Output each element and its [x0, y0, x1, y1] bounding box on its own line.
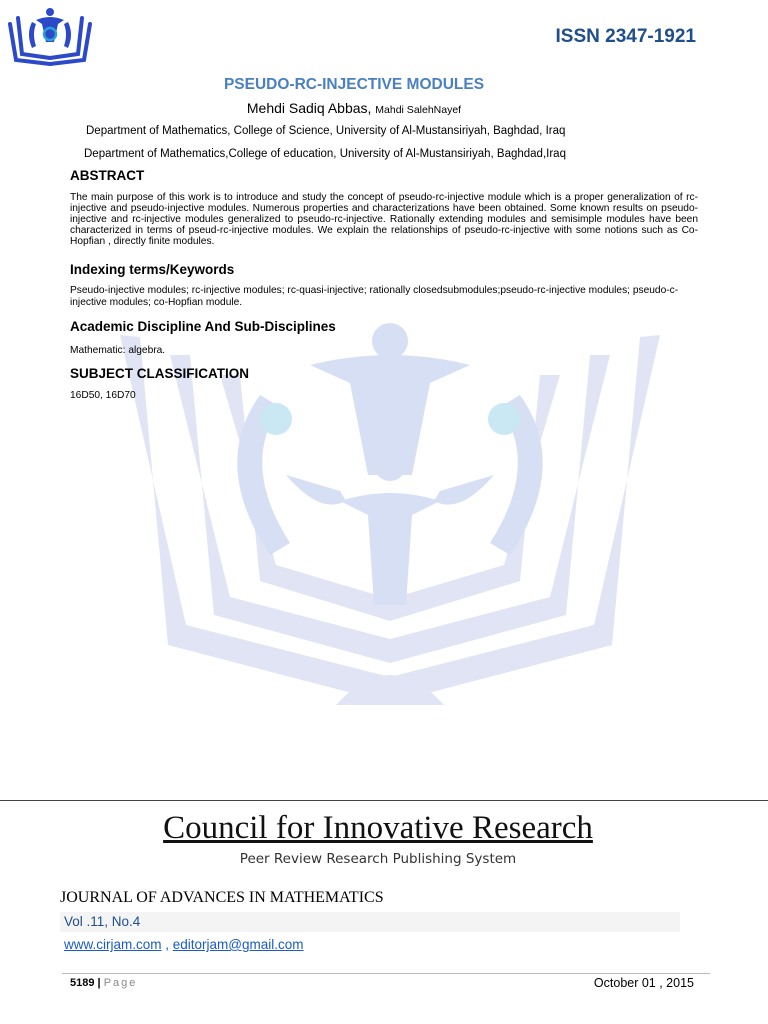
council-tagline: Peer Review Research Publishing System — [239, 851, 517, 867]
publication-date: October 01 , 2015 — [593, 976, 694, 990]
footer-divider — [0, 800, 768, 801]
paper-title: PSEUDO-RC-INJECTIVE MODULES — [223, 76, 485, 93]
page-separator: | — [94, 977, 104, 989]
affiliation-1: Department of Mathematics, College of Science, University of Al-Mustansiriyah, Baghdad, Iraq — [86, 125, 566, 137]
classification-heading: SUBJECT CLASSIFICATION — [70, 366, 250, 381]
author-secondary: Mahdi SalehNayef — [375, 104, 462, 116]
discipline-heading: Academic Discipline And Sub-Disciplines — [70, 319, 336, 334]
council-name: Council for Innovative Research — [163, 810, 593, 846]
journal-name: JOURNAL OF ADVANCES IN MATHEMATICS — [60, 889, 384, 906]
page-word: Page — [103, 977, 138, 989]
contact-links — [64, 937, 304, 952]
volume-bar — [60, 912, 680, 932]
author-line — [0, 100, 708, 116]
website-link[interactable]: www.cirjam.com — [64, 937, 162, 952]
page-number — [70, 977, 137, 989]
discipline-text: Mathematic: algebra. — [70, 345, 166, 356]
classification-text: 16D50, 16D70 — [70, 390, 136, 401]
abstract-heading: ABSTRACT — [70, 168, 145, 183]
keywords-heading: Indexing terms/Keywords — [70, 262, 235, 277]
author-primary: Mehdi Sadiq Abbas — [246, 100, 368, 116]
email-link[interactable]: editorjam@gmail.com — [172, 937, 304, 952]
volume-label: Vol .11, No.4 — [64, 914, 141, 929]
page-number-value: 5189 — [70, 977, 95, 989]
abstract-text: The main purpose of this work is to introduce and study the concept of pseudo-rc-injective module which is a proper generalization of rc-injective and pseudo-injective modules. Numerous properties and characterizations have been obtained. Some known results on pseudo-injective and rc-injective modules generalized to pseudo-rc-injective. Rationally extending modules and semisimple modules have been characterized in terms of pseud-rc-injective modules. We explain the relationships of pseudo-rc-injective with some notions such as Co-Hopfian , directly finite modules. — [70, 192, 698, 248]
cir-logo-icon — [6, 4, 94, 66]
keywords-text: Pseudo-injective modules; rc-injective modules; rc-quasi-injective; rationally closedsubmodules;pseudo-rc-injective modules; pseudo-c-injective modules; co-Hopfian module. — [70, 285, 679, 309]
page-footer-rule — [62, 973, 710, 974]
link-separator: , — [161, 937, 173, 952]
affiliation-2: Department of Mathematics,College of education, University of Al-Mustansiriyah, Baghdad,Iraq — [84, 148, 566, 160]
author-separator: , — [367, 100, 376, 116]
issn-label: ISSN 2347-1921 — [555, 26, 696, 47]
